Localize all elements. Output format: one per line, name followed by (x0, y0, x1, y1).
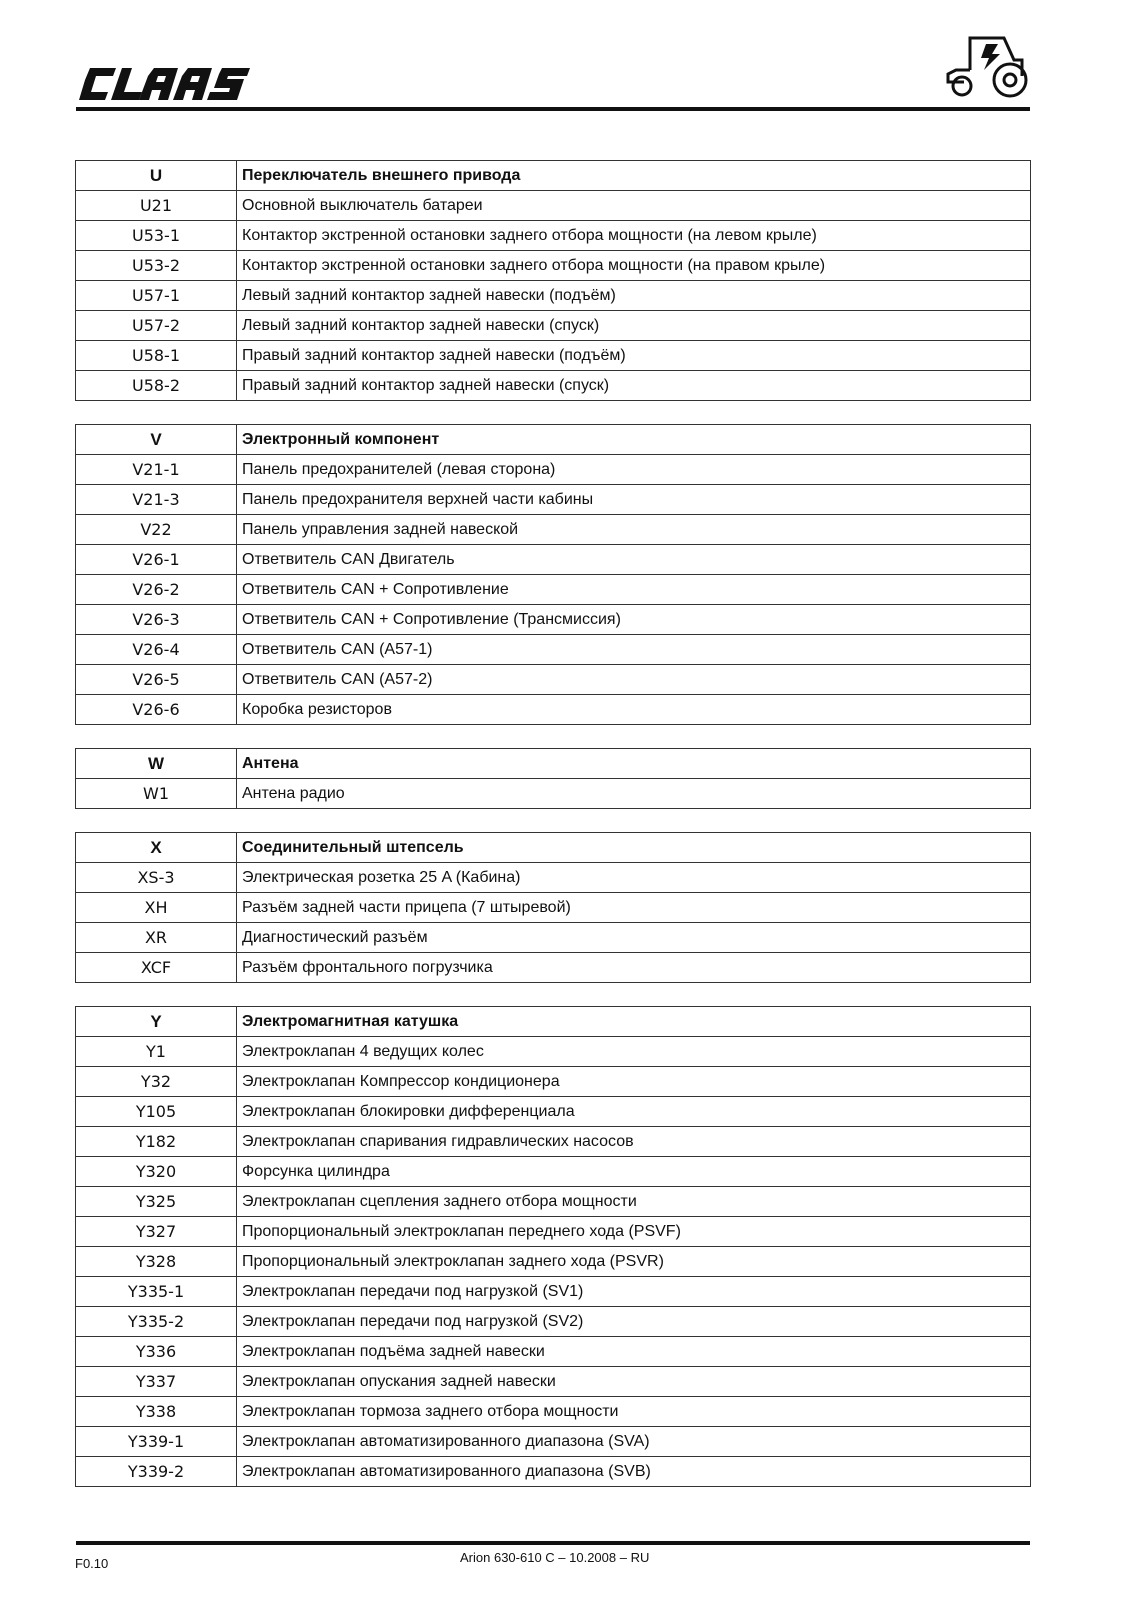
table-row (76, 1277, 1031, 1307)
component-code: Y320 (76, 1157, 237, 1187)
component-description: Ответвитель CAN Двигатель (237, 545, 1031, 575)
component-code: V26-4 (76, 635, 237, 665)
table-row (76, 1127, 1031, 1157)
component-description: Пропорциональный электроклапан заднего хода (PSVR) (237, 1247, 1031, 1277)
component-description: Разъём задней части прицепа (7 штыревой) (237, 893, 1031, 923)
component-description: Электроклапан блокировки дифференциала (237, 1097, 1031, 1127)
component-code: Y1 (76, 1037, 237, 1067)
table-row (76, 665, 1031, 695)
component-code: Y328 (76, 1247, 237, 1277)
component-code: Y182 (76, 1127, 237, 1157)
group-letter: W (76, 749, 237, 779)
table-row (76, 311, 1031, 341)
component-code: U21 (76, 191, 237, 221)
component-description: Контактор экстренной остановки заднего отбора мощности (на левом крыле) (237, 221, 1031, 251)
component-description: Электроклапан передачи под нагрузкой (SV1) (237, 1277, 1031, 1307)
component-code: V21-3 (76, 485, 237, 515)
table-row (76, 1217, 1031, 1247)
table-row (76, 1157, 1031, 1187)
component-description: Антена радио (237, 779, 1031, 809)
component-description: Панель предохранителей (левая сторона) (237, 455, 1031, 485)
table-row (76, 1097, 1031, 1127)
component-description: Электроклапан тормоза заднего отбора мощности (237, 1397, 1031, 1427)
component-code: W1 (76, 779, 237, 809)
component-code: XH (76, 893, 237, 923)
group-header-row (76, 425, 1031, 455)
component-code: V21-1 (76, 455, 237, 485)
component-group-table (75, 748, 1031, 809)
component-description: Электроклапан автоматизированного диапазона (SVA) (237, 1427, 1031, 1457)
component-code: V26-2 (76, 575, 237, 605)
table-row (76, 281, 1031, 311)
component-code: Y325 (76, 1187, 237, 1217)
component-description: Ответвитель CAN (A57-2) (237, 665, 1031, 695)
component-description: Разъём фронтального погрузчика (237, 953, 1031, 983)
group-header-row (76, 833, 1031, 863)
table-row (76, 455, 1031, 485)
table-row (76, 923, 1031, 953)
component-description: Электроклапан подъёма задней навески (237, 1337, 1031, 1367)
table-row (76, 1397, 1031, 1427)
table-row (76, 605, 1031, 635)
component-group-table (75, 1006, 1031, 1487)
table-row (76, 191, 1031, 221)
component-code: XCF (76, 953, 237, 983)
component-code: U58-2 (76, 371, 237, 401)
table-row (76, 341, 1031, 371)
component-description: Электроклапан опускания задней навески (237, 1367, 1031, 1397)
tractor-icon (934, 30, 1030, 100)
component-description: Пропорциональный электроклапан переднего хода (PSVF) (237, 1217, 1031, 1247)
component-code: Y336 (76, 1337, 237, 1367)
table-row (76, 635, 1031, 665)
component-code: V26-1 (76, 545, 237, 575)
table-row (76, 1307, 1031, 1337)
table-row (76, 1457, 1031, 1487)
component-description: Электроклапан спаривания гидравлических насосов (237, 1127, 1031, 1157)
group-title: Переключатель внешнего привода (237, 161, 1031, 191)
group-letter: V (76, 425, 237, 455)
component-code: U53-2 (76, 251, 237, 281)
component-code: XS-3 (76, 863, 237, 893)
table-row (76, 1067, 1031, 1097)
table-row (76, 863, 1031, 893)
page-header (76, 30, 1030, 110)
group-letter: Y (76, 1007, 237, 1037)
group-letter: U (76, 161, 237, 191)
component-group-table (75, 424, 1031, 725)
component-description: Левый задний контактор задней навески (спуск) (237, 311, 1031, 341)
component-code: V26-5 (76, 665, 237, 695)
component-description: Электроклапан передачи под нагрузкой (SV2) (237, 1307, 1031, 1337)
component-code: Y339-1 (76, 1427, 237, 1457)
table-row (76, 1187, 1031, 1217)
group-header-row (76, 161, 1031, 191)
component-group-table (75, 160, 1031, 401)
component-description: Ответвитель CAN + Сопротивление (Трансмиссия) (237, 605, 1031, 635)
component-description: Ответвитель CAN + Сопротивление (237, 575, 1031, 605)
component-description: Основной выключатель батареи (237, 191, 1031, 221)
group-header-row (76, 1007, 1031, 1037)
document-reference: Arion 630-610 C – 10.2008 – RU (460, 1550, 650, 1565)
table-row (76, 1037, 1031, 1067)
table-row (76, 1427, 1031, 1457)
component-code: U57-2 (76, 311, 237, 341)
table-row (76, 221, 1031, 251)
table-row (76, 779, 1031, 809)
page-number: F0.10 (75, 1556, 109, 1571)
component-code: Y105 (76, 1097, 237, 1127)
component-code: V26-6 (76, 695, 237, 725)
claas-logo (76, 64, 252, 104)
table-row (76, 575, 1031, 605)
component-code: Y327 (76, 1217, 237, 1247)
component-description: Форсунка цилиндра (237, 1157, 1031, 1187)
component-code: U57-1 (76, 281, 237, 311)
component-description: Электроклапан 4 ведущих колес (237, 1037, 1031, 1067)
component-code: U58-1 (76, 341, 237, 371)
group-letter: X (76, 833, 237, 863)
table-row (76, 1337, 1031, 1367)
group-title: Электромагнитная катушка (237, 1007, 1031, 1037)
group-title: Соединительный штепсель (237, 833, 1031, 863)
component-code: XR (76, 923, 237, 953)
component-code: Y335-2 (76, 1307, 237, 1337)
table-row (76, 1367, 1031, 1397)
group-title: Электронный компонент (237, 425, 1031, 455)
group-header-row (76, 749, 1031, 779)
table-row (76, 893, 1031, 923)
component-description: Панель управления задней навеской (237, 515, 1031, 545)
header-rule (76, 107, 1030, 111)
component-code: V26-3 (76, 605, 237, 635)
component-description: Электроклапан автоматизированного диапазона (SVB) (237, 1457, 1031, 1487)
component-description: Ответвитель CAN (A57-1) (237, 635, 1031, 665)
component-code: Y32 (76, 1067, 237, 1097)
component-description: Электроклапан Компрессор кондиционера (237, 1067, 1031, 1097)
component-description: Панель предохранителя верхней части кабины (237, 485, 1031, 515)
component-description: Правый задний контактор задней навески (подъём) (237, 341, 1031, 371)
component-code: U53-1 (76, 221, 237, 251)
table-row (76, 485, 1031, 515)
table-row (76, 695, 1031, 725)
component-group-table (75, 832, 1031, 983)
component-code: Y337 (76, 1367, 237, 1397)
component-code: V22 (76, 515, 237, 545)
component-description: Диагностический разъём (237, 923, 1031, 953)
component-description: Левый задний контактор задней навески (подъём) (237, 281, 1031, 311)
component-code: Y338 (76, 1397, 237, 1427)
component-description: Контактор экстренной остановки заднего отбора мощности (на правом крыле) (237, 251, 1031, 281)
footer-rule (76, 1541, 1030, 1545)
component-description: Коробка резисторов (237, 695, 1031, 725)
component-description: Электрическая розетка 25 A (Кабина) (237, 863, 1031, 893)
table-row (76, 953, 1031, 983)
table-row (76, 251, 1031, 281)
component-tables (75, 160, 1031, 1510)
table-row (76, 1247, 1031, 1277)
component-description: Правый задний контактор задней навески (спуск) (237, 371, 1031, 401)
component-code: Y335-1 (76, 1277, 237, 1307)
component-code: Y339-2 (76, 1457, 237, 1487)
table-row (76, 545, 1031, 575)
component-description: Электроклапан сцепления заднего отбора мощности (237, 1187, 1031, 1217)
group-title: Антена (237, 749, 1031, 779)
table-row (76, 371, 1031, 401)
table-row (76, 515, 1031, 545)
